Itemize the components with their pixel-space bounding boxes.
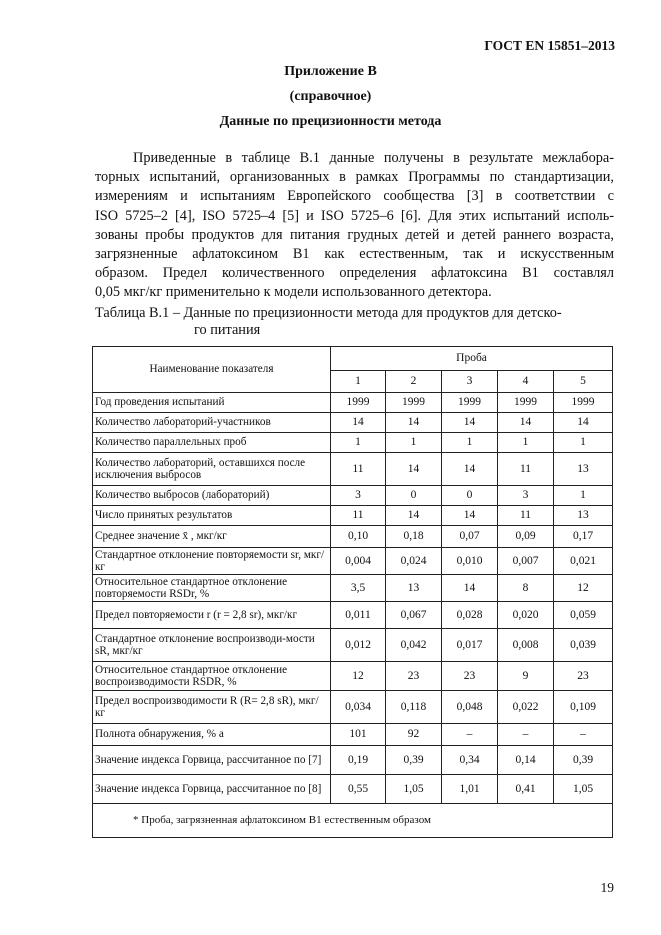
row-value: 1999 [498, 393, 554, 413]
paragraph-line: образом. Предел количественного определения афлатоксина B1 составлял [95, 265, 614, 282]
probe-column-header: 3 [442, 371, 498, 393]
table-row [93, 746, 613, 775]
row-value: – [442, 724, 498, 746]
row-label: Количество лабораторий-участников [93, 413, 331, 433]
row-value: 0,07 [442, 526, 498, 548]
row-value: 0,048 [442, 691, 498, 724]
row-value: 0,059 [554, 602, 613, 629]
row-value: 0,008 [498, 629, 554, 662]
probe-column-header: 4 [498, 371, 554, 393]
table-row [93, 486, 613, 506]
table-header-probe: Проба [331, 347, 613, 371]
row-label: Стандартное отклонение воспроизводи-мости sR, мкг/кг [93, 629, 331, 662]
row-label: Относительное стандартное отклонение воспроизводимости RSDR, % [93, 662, 331, 691]
row-value: 0,024 [386, 548, 442, 575]
row-value: 0,34 [442, 746, 498, 775]
row-label: Полнота обнаружения, % a [93, 724, 331, 746]
paragraph-line: загрязненные афлатоксином B1 как естественным, так и искусственным [95, 245, 614, 262]
table-footnote: * Проба, загрязненная афлатоксином B1 естественным образом [93, 804, 613, 838]
row-value: 0,17 [554, 526, 613, 548]
row-value: 0,012 [331, 629, 386, 662]
row-value: 0,109 [554, 691, 613, 724]
table-row [93, 775, 613, 804]
row-label: Год проведения испытаний [93, 393, 331, 413]
page-number: 19 [600, 880, 614, 895]
row-value: 0,10 [331, 526, 386, 548]
table-row [93, 575, 613, 602]
row-value: 14 [442, 453, 498, 486]
caption-line-2: го питания [194, 322, 261, 338]
row-value: 1 [442, 433, 498, 453]
paragraph-line: ISO 5725–2 [4], ISO 5725–4 [5] и ISO 5725–6 [6]. Для этих испытаний исполь- [95, 207, 614, 224]
row-value: 3 [331, 486, 386, 506]
row-value: 0,09 [498, 526, 554, 548]
row-value: 1999 [331, 393, 386, 413]
row-value: 1 [554, 433, 613, 453]
appendix-title: Приложение В [284, 64, 377, 79]
row-value: 11 [498, 453, 554, 486]
row-value: 3 [498, 486, 554, 506]
row-value: 1999 [554, 393, 613, 413]
row-value: 0,41 [498, 775, 554, 804]
row-value: 14 [554, 413, 613, 433]
table-header-name: Наименование показателя [93, 347, 331, 393]
probe-column-header: 5 [554, 371, 613, 393]
row-label: Относительное стандартное отклонение повторяемости RSDr, % [93, 575, 331, 602]
row-value: 0,55 [331, 775, 386, 804]
row-value: 0,007 [498, 548, 554, 575]
row-value: 0,19 [331, 746, 386, 775]
row-value: 23 [442, 662, 498, 691]
row-value: 23 [554, 662, 613, 691]
row-value: 13 [554, 506, 613, 526]
row-value: 0,042 [386, 629, 442, 662]
row-value: 1 [498, 433, 554, 453]
row-value: 13 [554, 453, 613, 486]
row-label: Среднее значение x̄ , мкг/кг [93, 526, 331, 548]
standard-header: ГОСТ EN 15851–2013 [484, 38, 615, 53]
table-row [93, 413, 613, 433]
row-value: 14 [442, 413, 498, 433]
row-value: 1 [331, 433, 386, 453]
row-value: 13 [386, 575, 442, 602]
probe-column-header: 2 [386, 371, 442, 393]
row-label: Значение индекса Горвица, рассчитанное по [8] [93, 775, 331, 804]
table-row [93, 393, 613, 413]
table-row [93, 526, 613, 548]
precision-table [92, 346, 613, 838]
row-value: 1,01 [442, 775, 498, 804]
paragraph-line: 0,05 мкг/кг применительно к модели использованного детектора. [95, 284, 492, 301]
row-label: Предел повторяемости r (r = 2,8 sr), мкг/кг [93, 602, 331, 629]
row-value: 0,39 [386, 746, 442, 775]
table-row [93, 662, 613, 691]
row-value: 101 [331, 724, 386, 746]
row-value: 0,14 [498, 746, 554, 775]
row-value: 0,011 [331, 602, 386, 629]
row-value: 0,010 [442, 548, 498, 575]
row-value: 0,039 [554, 629, 613, 662]
row-value: 12 [331, 662, 386, 691]
row-value: 8 [498, 575, 554, 602]
row-value: 14 [386, 413, 442, 433]
row-value: 0,067 [386, 602, 442, 629]
row-value: – [554, 724, 613, 746]
row-value: 9 [498, 662, 554, 691]
table-row [93, 629, 613, 662]
row-value: 14 [442, 506, 498, 526]
table-row [93, 453, 613, 486]
intro-paragraph [95, 149, 614, 303]
paragraph-line: зованы пробы продуктов для питания грудных детей и детей раннего возраста, [95, 226, 614, 243]
row-value: 11 [331, 506, 386, 526]
row-value: 3,5 [331, 575, 386, 602]
caption-line-1: Таблица В.1 – Данные по прецизионности метода для продуктов для детско- [95, 305, 562, 321]
row-value: 14 [331, 413, 386, 433]
row-label: Предел воспроизводимости R (R= 2,8 sR), мкг/кг [93, 691, 331, 724]
row-value: – [498, 724, 554, 746]
table-row [93, 724, 613, 746]
row-value: 23 [386, 662, 442, 691]
row-value: 0,017 [442, 629, 498, 662]
row-label: Значение индекса Горвица, рассчитанное по [7] [93, 746, 331, 775]
row-value: 92 [386, 724, 442, 746]
row-label: Количество параллельных проб [93, 433, 331, 453]
row-value: 1 [554, 486, 613, 506]
appendix-kind: (справочное) [289, 89, 372, 104]
row-value: 14 [386, 453, 442, 486]
row-value: 11 [331, 453, 386, 486]
row-label: Количество лабораторий, оставшихся после исключения выбросов [93, 453, 331, 486]
table-row [93, 691, 613, 724]
row-value: 0,034 [331, 691, 386, 724]
row-value: 0,18 [386, 526, 442, 548]
row-label: Стандартное отклонение повторяемости sr, мкг/кг [93, 548, 331, 575]
row-value: 14 [498, 413, 554, 433]
paragraph-line: измерениям и испытаниям Европейского сообщества [3] в соответствии с [95, 188, 614, 205]
table-row [93, 548, 613, 575]
row-value: 0,028 [442, 602, 498, 629]
row-value: 0,118 [386, 691, 442, 724]
row-value: 0,020 [498, 602, 554, 629]
row-value: 0,39 [554, 746, 613, 775]
row-label: Количество выбросов (лабораторий) [93, 486, 331, 506]
appendix-subtitle: Данные по прецизионности метода [219, 114, 442, 129]
row-value: 1,05 [554, 775, 613, 804]
row-value: 1 [386, 433, 442, 453]
row-value: 0 [386, 486, 442, 506]
probe-column-header: 1 [331, 371, 386, 393]
row-value: 1999 [386, 393, 442, 413]
table-row [93, 433, 613, 453]
row-value: 14 [442, 575, 498, 602]
row-label: Число принятых результатов [93, 506, 331, 526]
row-value: 0,022 [498, 691, 554, 724]
row-value: 1999 [442, 393, 498, 413]
row-value: 0 [442, 486, 498, 506]
row-value: 14 [386, 506, 442, 526]
table-row [93, 602, 613, 629]
row-value: 0,004 [331, 548, 386, 575]
row-value: 12 [554, 575, 613, 602]
table-caption [95, 305, 562, 339]
row-value: 0,021 [554, 548, 613, 575]
paragraph-line: Приведенные в таблице В.1 данные получены в результате межлабора- [133, 150, 614, 166]
table-row [93, 506, 613, 526]
row-value: 1,05 [386, 775, 442, 804]
row-value: 11 [498, 506, 554, 526]
paragraph-line: торных испытаний, организованных в рамках Программы по стандартизации, [95, 169, 614, 186]
